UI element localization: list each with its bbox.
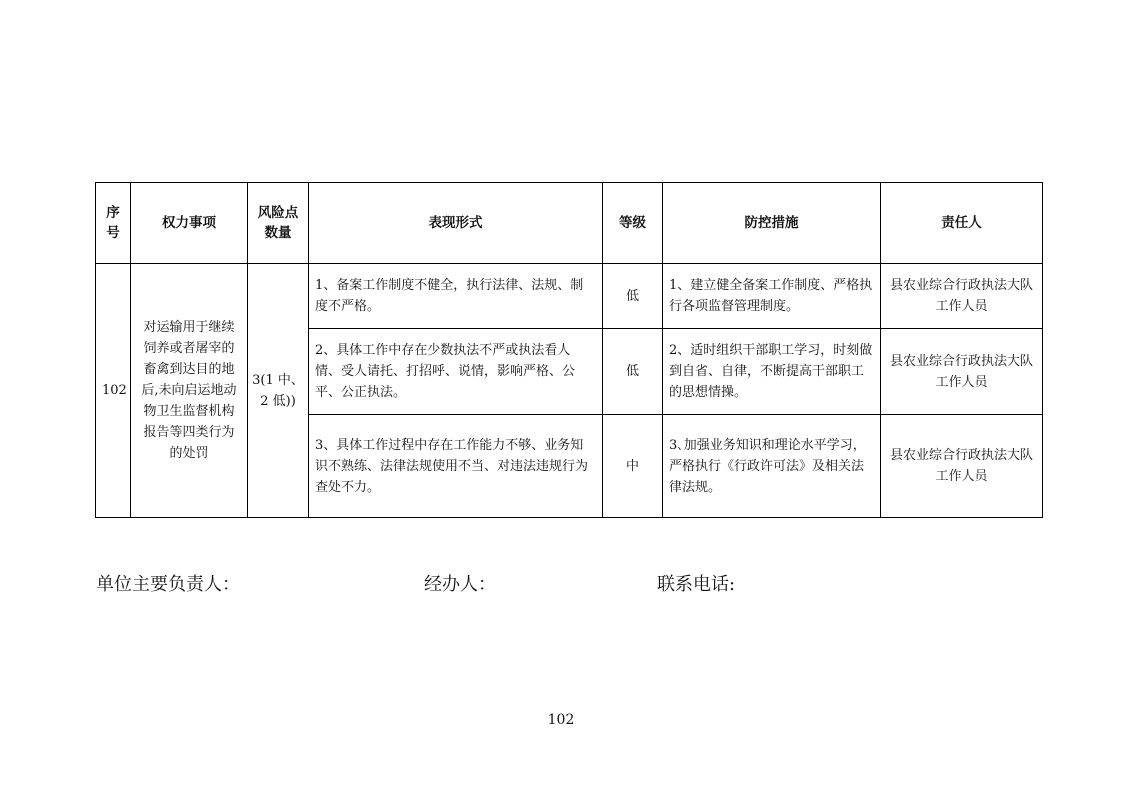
header-measures: 防控措施: [663, 183, 881, 264]
cell-level: 中: [603, 415, 663, 518]
cell-seq: 102: [96, 264, 131, 518]
cell-level: 低: [603, 329, 663, 415]
cell-measures: 3､加强业务知识和理论水平学习，严格执行《行政许可法》及相关法律法规。: [663, 415, 881, 518]
header-risk-count: 风险点 数量: [248, 183, 309, 264]
cell-power-item: 对运输用于继续饲养或者屠宰的畜禽到达目的地后,未向启运地动物卫生监督机构报告等四类行为的处罚: [131, 264, 248, 518]
cell-measures: 2、适时组织干部职工学习，时刻做到自省、自律，不断提高干部职工的思想情操。: [663, 329, 881, 415]
unit-head-label: 单位主要负责人：: [96, 574, 240, 595]
page-number: 102: [547, 712, 575, 728]
header-power-item: 权力事项: [131, 183, 248, 264]
handler-label: 经办人：: [424, 574, 496, 595]
cell-manifestation: 3、具体工作过程中存在工作能力不够、业务知识不熟练、法律法规使用不当、对违法违规行为查处不力。: [309, 415, 603, 518]
header-seq: 序 号: [96, 183, 131, 264]
cell-responsible: 县农业综合行政执法大队工作人员: [881, 329, 1043, 415]
cell-level: 低: [603, 264, 663, 329]
risk-table: [95, 182, 1043, 518]
cell-manifestation: 1、备案工作制度不健全，执行法律、法规、制度不严格。: [309, 264, 603, 329]
phone-label: 联系电话:: [657, 574, 736, 595]
header-responsible: 责任人: [881, 183, 1043, 264]
cell-measures: 1、建立健全备案工作制度、严格执行各项监督管理制度。: [663, 264, 881, 329]
table-header-row: [96, 183, 1043, 264]
header-level: 等级: [603, 183, 663, 264]
cell-manifestation: 2、具体工作中存在少数执法不严或执法看人情、受人请托、打招呼、说情，影响严格、公平、公正执法。: [309, 329, 603, 415]
cell-risk-count: 3(1 中、2 低)): [248, 264, 309, 518]
cell-responsible: 县农业综合行政执法大队工作人员: [881, 415, 1043, 518]
header-manifestation: 表现形式: [309, 183, 603, 264]
table-row: [96, 264, 1043, 329]
cell-responsible: 县农业综合行政执法大队工作人员: [881, 264, 1043, 329]
